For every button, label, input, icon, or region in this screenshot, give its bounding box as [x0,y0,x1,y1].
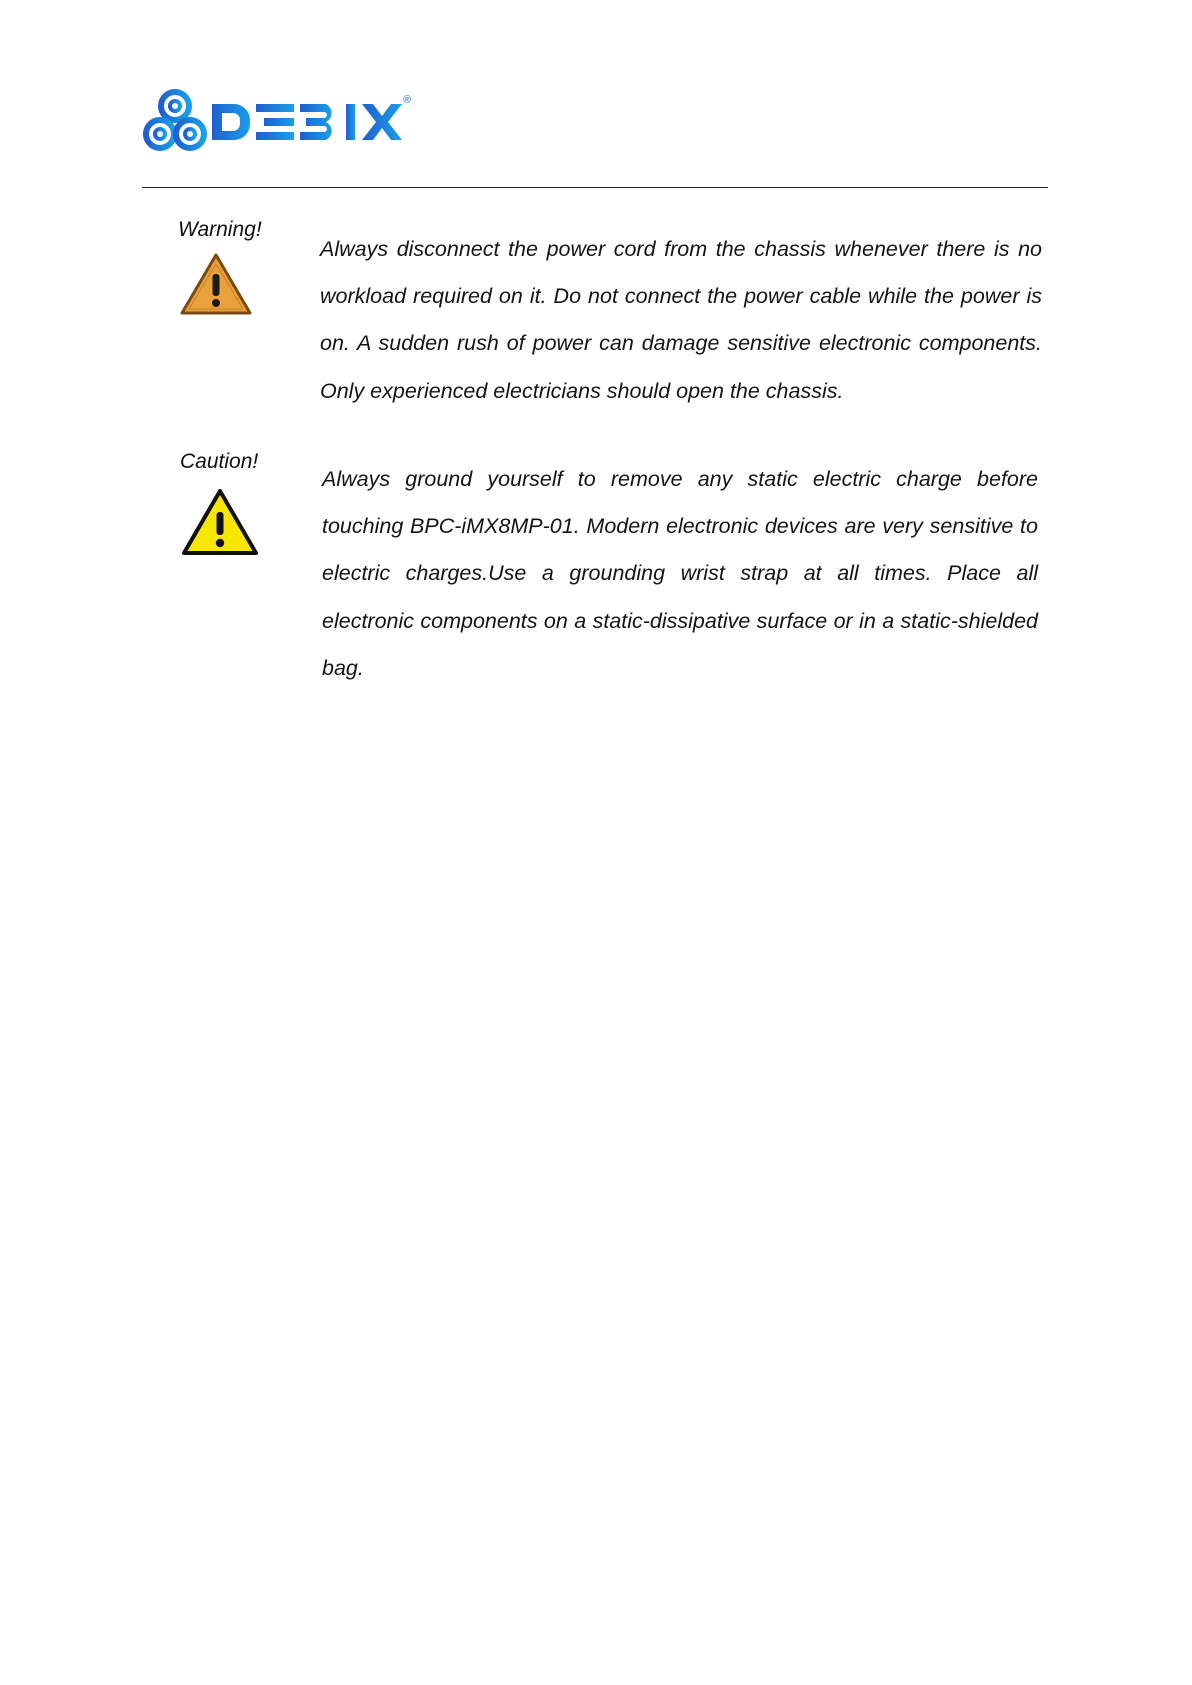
notice-body: Always disconnect the power cord from the chassis whenever there is no workload required on it. Do not connect the power cable while the power is on. A sudden rush of power can damage sensitive electronic components. Only experienced electricians should open the chassis. [320,237,1042,403]
warning-triangle-icon [180,252,252,316]
brand-logo [140,84,440,164]
header-divider [142,187,1048,188]
notice-body: Always ground yourself to remove any static electric charge before touching BPC-iMX8MP-01. Modern electronic devices are very sensitive to electric charges.Use a grounding wrist strap at all times. Place all electronic components on a static-dissipative surface or in a static-shielded bag. [322,467,1038,680]
debix-logo-icon [140,84,440,164]
caution-triangle-icon [182,488,258,556]
notice-label: Caution! [180,450,259,473]
notice-label: Warning! [178,218,262,241]
registered-mark: ® [403,94,412,106]
